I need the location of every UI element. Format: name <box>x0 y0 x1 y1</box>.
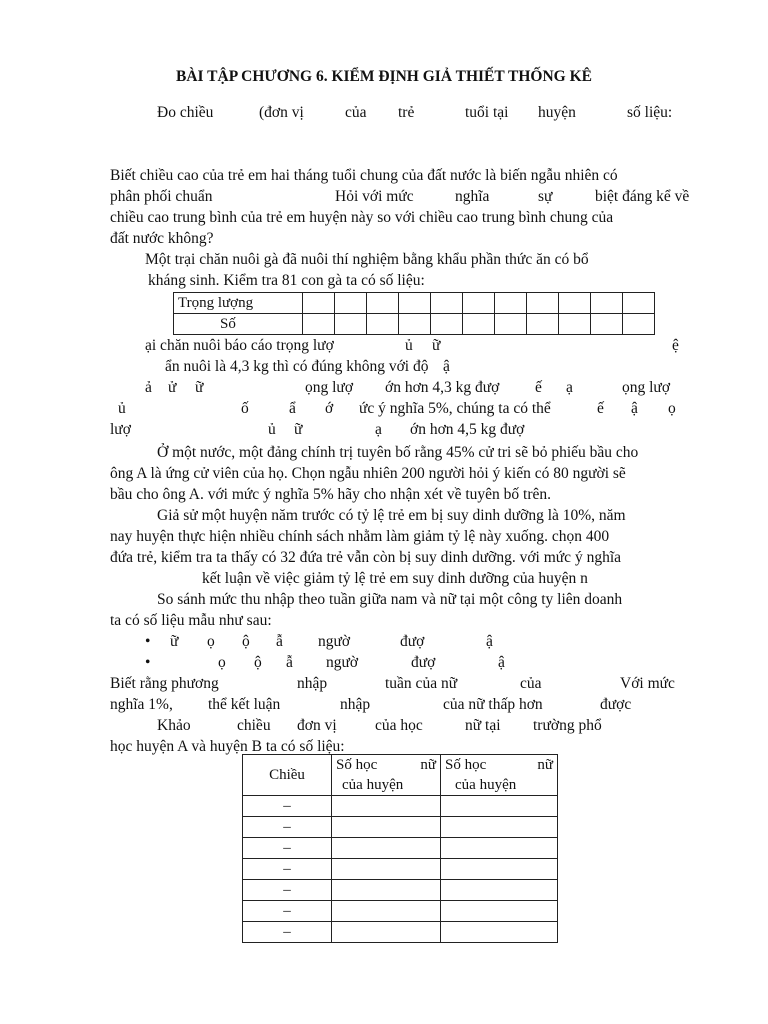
table-cell <box>623 293 655 314</box>
p6-line: nay huyện thực hiện nhiều chính sách nhằm làm giảm tỷ lệ này xuống. chọn 400 <box>110 528 610 545</box>
p1-word: Đo chiều <box>157 104 214 121</box>
p4-fragment: ố <box>241 400 249 417</box>
table-cell: Số <box>174 314 303 335</box>
p4-fragment: lượ <box>110 421 131 438</box>
table-cell <box>335 293 367 314</box>
table-cell <box>431 314 463 335</box>
table-cell <box>441 817 558 838</box>
p4-fragment: ả <box>145 379 152 396</box>
table-cell: – <box>243 817 332 838</box>
table-cell: – <box>243 922 332 943</box>
table-cell <box>303 293 335 314</box>
weight-table <box>173 292 655 335</box>
p7-fragment: ọ <box>207 633 215 650</box>
table-cell <box>623 314 655 335</box>
p4-fragment: ức ý nghĩa 5%, chúng ta có thể <box>359 400 551 417</box>
table-cell <box>527 293 559 314</box>
p1-word: số liệu: <box>627 104 673 121</box>
p2-fragment: nghĩa <box>455 188 490 205</box>
table-row <box>243 796 558 817</box>
table-cell <box>591 314 623 335</box>
p8-line: học huyện A và huyện B ta có số liệu: <box>110 738 345 755</box>
p7-fragment: thể kết luận <box>208 696 281 713</box>
p4-fragment: ại chăn nuôi báo cáo trọng lượ <box>145 337 334 354</box>
table-row <box>243 880 558 901</box>
p7-fragment: ậ <box>498 654 505 671</box>
table-row <box>243 838 558 859</box>
p4-fragment: ọng lượ <box>622 379 671 396</box>
p7-fragment: đượ <box>411 654 436 671</box>
p7-line: So sánh mức thu nhập theo tuần giữa nam và nữ tại một công ty liên doanh <box>157 591 623 608</box>
p4-fragment: ạ <box>375 421 382 438</box>
p7-fragment: ẫ <box>276 633 283 650</box>
p8-fragment: của học <box>375 717 423 734</box>
p2-fragment: phân phối chuẩn <box>110 188 213 205</box>
table-row <box>243 859 558 880</box>
table-cell <box>495 293 527 314</box>
p7-fragment: ữ <box>170 633 179 650</box>
p7-fragment: đượ <box>400 633 425 650</box>
table-cell <box>441 880 558 901</box>
table-cell <box>399 314 431 335</box>
table-cell <box>431 293 463 314</box>
table-cell <box>335 314 367 335</box>
table-row <box>243 922 558 943</box>
p5-line: Ở một nước, một đảng chính trị tuyên bố rằng 45% cử tri sẽ bỏ phiếu bầu cho <box>157 444 639 461</box>
table-cell: – <box>243 901 332 922</box>
p4-fragment: ớn hơn 4,3 kg đượ <box>385 379 500 396</box>
table-cell <box>332 817 441 838</box>
p4-fragment: ạ <box>566 379 573 396</box>
header-text: Số học <box>445 757 487 773</box>
p4-fragment: ậ <box>631 400 638 417</box>
p8-fragment: đơn vị <box>297 717 337 734</box>
table-row <box>174 314 655 335</box>
p2-fragment: biệt đáng kể về <box>595 188 690 205</box>
table-cell <box>441 796 558 817</box>
p1-word: huyện <box>538 104 576 121</box>
p7-fragment: được <box>600 696 632 713</box>
table-cell <box>559 314 591 335</box>
p7-fragment: Với mức <box>620 675 675 692</box>
header-text: của huyện <box>455 777 517 793</box>
p4-fragment: ọng lượ <box>305 379 354 396</box>
table-cell <box>332 859 441 880</box>
p2-fragment: Hỏi với mức <box>335 188 414 205</box>
table-cell <box>591 293 623 314</box>
p7-fragment: ngườ <box>318 633 351 650</box>
p5-line: ông A là ứng cử viên của họ. Chọn ngẫu nhiên 200 người hỏi ý kiến có 80 người sẽ <box>110 465 626 482</box>
table-header <box>441 755 558 796</box>
table-cell <box>441 901 558 922</box>
p8-fragment: nữ tại <box>465 717 501 734</box>
table-header-row <box>243 755 558 796</box>
p4-fragment: ủ <box>405 337 413 354</box>
table-cell <box>441 838 558 859</box>
header-text: nữ <box>537 757 553 773</box>
p8-fragment: Khảo <box>157 717 191 734</box>
p4-fragment: ủ <box>118 400 126 417</box>
p3-line: Một trại chăn nuôi gà đã nuôi thí nghiệm bằng khẩu phần thức ăn có bổ <box>145 251 589 268</box>
bullet-icon: • <box>145 654 151 671</box>
p1-word: (đơn vị <box>259 104 304 121</box>
table-cell <box>332 922 441 943</box>
p4-fragment: ữ <box>195 379 204 396</box>
p4-fragment: ữ <box>432 337 441 354</box>
table-cell <box>441 859 558 880</box>
table-cell <box>527 314 559 335</box>
p4-fragment: ệ <box>672 337 679 354</box>
table-cell: – <box>243 796 332 817</box>
p4-fragment: ọ <box>668 400 676 417</box>
p7-line: ta có số liệu mẫu như sau: <box>110 612 272 629</box>
p7-fragment: của <box>520 675 542 692</box>
table-cell <box>495 314 527 335</box>
header-text: của huyện <box>342 777 404 793</box>
p1-word: của <box>345 104 367 121</box>
p7-fragment: tuần của nữ <box>385 675 458 692</box>
table-cell <box>399 293 431 314</box>
table-cell <box>332 796 441 817</box>
table-cell <box>559 293 591 314</box>
table-row <box>243 901 558 922</box>
p8-fragment: trường phổ <box>533 717 602 734</box>
p2-line: đất nước không? <box>110 230 214 247</box>
p7-fragment: ậ <box>486 633 493 650</box>
p8-fragment: chiều <box>237 717 271 734</box>
bullet-icon: • <box>145 633 151 650</box>
table-cell <box>303 314 335 335</box>
p6-line: Giả sử một huyện năm trước có tỷ lệ trẻ em bị suy dinh dưỡng là 10%, năm <box>157 507 626 524</box>
header-text: nữ <box>420 757 436 773</box>
p7-fragment: Biết rằng phương <box>110 675 219 692</box>
table-cell: – <box>243 838 332 859</box>
p4-fragment: ử <box>168 379 177 396</box>
p7-fragment: ngườ <box>326 654 359 671</box>
table-header: Chiều <box>243 755 332 796</box>
table-cell <box>367 293 399 314</box>
table-cell <box>463 314 495 335</box>
p7-fragment: của nữ thấp hơn <box>443 696 543 713</box>
p2-line: chiều cao trung bình của trẻ em huyện này so với chiều cao trung bình chung của <box>110 209 614 226</box>
p7-fragment: nghĩa 1%, <box>110 696 173 713</box>
p7-fragment: ọ <box>218 654 226 671</box>
table-cell <box>367 314 399 335</box>
p7-fragment: nhập <box>340 696 371 713</box>
p7-fragment: ẫ <box>286 654 293 671</box>
p2-fragment: sự <box>538 188 553 205</box>
p7-fragment: ộ <box>242 633 250 650</box>
table-cell <box>463 293 495 314</box>
table-cell: – <box>243 859 332 880</box>
p5-line: bầu cho ông A. với mức ý nghĩa 5% hãy cho nhận xét về tuyên bố trên. <box>110 486 552 503</box>
p7-fragment: ộ <box>254 654 262 671</box>
page-title: BÀI TẬP CHƯƠNG 6. KIỂM ĐỊNH GIẢ THIẾT THỐNG KÊ <box>176 68 592 85</box>
p4-fragment: ữ <box>294 421 303 438</box>
table-cell <box>332 901 441 922</box>
table-header <box>332 755 441 796</box>
table-row <box>174 293 655 314</box>
p4-fragment: ế <box>597 400 604 417</box>
table-cell: Trọng lượng <box>174 293 303 314</box>
height-table <box>242 754 558 943</box>
p3-line: kháng sinh. Kiểm tra 81 con gà ta có số liệu: <box>148 272 425 289</box>
p4-fragment: ớ <box>325 400 334 417</box>
table-cell <box>332 880 441 901</box>
p1-word: trẻ <box>398 104 415 121</box>
p6-line: kết luận về việc giảm tỷ lệ trẻ em suy dinh dưỡng của huyện n <box>202 570 588 587</box>
table-row <box>243 817 558 838</box>
header-text: Số học <box>336 757 378 773</box>
p4-fragment: ẩ <box>289 400 296 417</box>
p2-line: Biết chiều cao của trẻ em hai tháng tuổi chung của đất nước là biến ngẫu nhiên có <box>110 167 618 184</box>
p7-fragment: nhập <box>297 675 328 692</box>
table-cell <box>441 922 558 943</box>
p1-word: tuổi tại <box>465 104 509 121</box>
p4-fragment: ẩn nuôi là 4,3 kg thì có đúng không với độ <box>165 358 429 375</box>
p4-fragment: ớn hơn 4,5 kg đượ <box>410 421 525 438</box>
p4-fragment: ậ <box>443 358 450 375</box>
p6-line: đứa trẻ, kiểm tra ta thấy có 32 đứa trẻ vẫn còn bị suy dinh dưỡng. với mức ý nghĩa <box>110 549 622 566</box>
table-cell: – <box>243 880 332 901</box>
p4-fragment: ế <box>535 379 542 396</box>
p4-fragment: ủ <box>268 421 276 438</box>
table-cell <box>332 838 441 859</box>
